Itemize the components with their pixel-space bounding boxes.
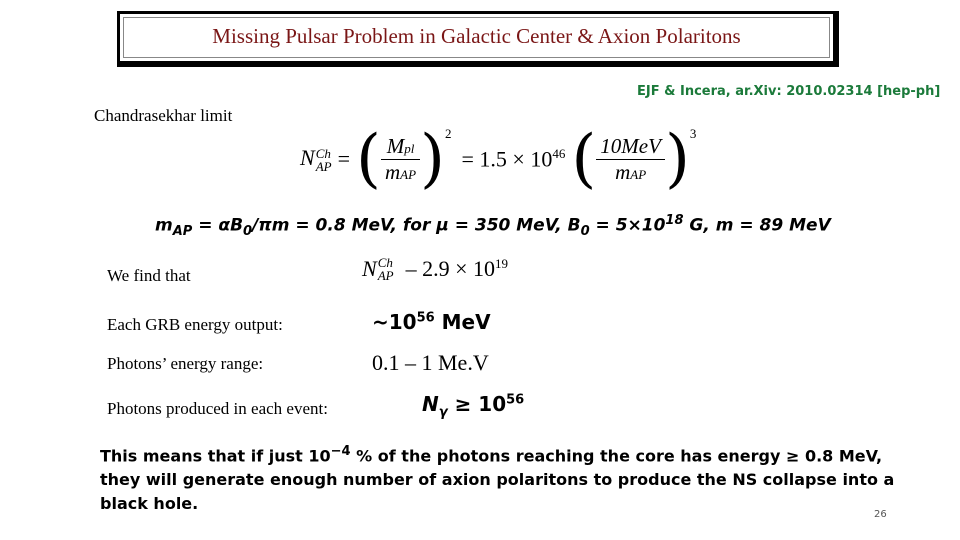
conclusion-line-1-exp: −4: [330, 444, 351, 459]
eq2-m: m: [155, 215, 173, 236]
eq1-paren-close-1: ): [420, 122, 445, 196]
eq2-b0-sub: 0: [243, 224, 253, 240]
page-number: 26: [874, 509, 887, 520]
grb-value-exp: 56: [416, 310, 435, 326]
photons-event-label: Photons produced in each event:: [107, 399, 328, 418]
eq1-fraction-1: [381, 134, 420, 185]
eq1-fraction-2: [596, 134, 665, 185]
eq2-part5: G, m = 89 MeV: [683, 215, 831, 236]
conclusion-line-1: [100, 440, 894, 468]
conclusion-line-1a: This means that if just 10: [100, 446, 331, 466]
grb-label: Each GRB energy output:: [107, 315, 283, 334]
axion-mass-equation: [155, 213, 831, 239]
eq3-sup: Ch: [377, 255, 393, 270]
eq1-paren-open-2: (: [571, 122, 597, 196]
photons-event-N: N: [422, 392, 439, 416]
eq1-paren-open-1: (: [356, 122, 381, 196]
photons-event-sub: γ: [438, 405, 448, 420]
eq1-N: N: [300, 145, 315, 171]
conclusion-line-1b: % of the photons reaching the core has energy ≥ 0.8 MeV,: [350, 446, 883, 466]
photons-event-exp: 56: [506, 392, 525, 408]
eq1-power-2: 3: [689, 126, 697, 141]
eq3-rest: – 2.9 × 10: [405, 256, 495, 281]
eq1-paren-close-2: ): [664, 122, 690, 196]
photons-event-rel: ≥ 10: [447, 392, 507, 416]
photon-range-value: 0.1 – 1 Me.V: [372, 350, 489, 375]
eq1-equals: =: [337, 146, 350, 171]
eq1-frac1-num-sub: pl: [404, 140, 415, 156]
eq3-N: N: [362, 256, 377, 281]
eq3-exp: 19: [495, 256, 508, 271]
photon-range-label: Photons’ energy range:: [107, 354, 264, 373]
reference-citation: EJF & Incera, ar.Xiv: 2010.02314 [hep-ph]: [637, 84, 941, 99]
eq1-frac1-den-sub: AP: [400, 166, 417, 182]
eq1-mid-text: = 1.5 × 10: [461, 146, 553, 172]
result-equation: [362, 256, 508, 282]
grb-value-base: ~10: [372, 310, 417, 334]
eq2-exp: 18: [665, 213, 684, 228]
eq1-frac2-den-sub: AP: [630, 166, 647, 182]
eq2-b0-sub-2: 0: [580, 224, 590, 240]
eq2-part2: = αB: [192, 215, 244, 236]
eq2-part3: /πm = 0.8 MeV, for μ = 350 MeV, B: [252, 215, 581, 236]
grb-value-unit: MeV: [434, 310, 491, 334]
eq1-mid-exp: 46: [552, 145, 566, 161]
eq2-part4: = 5×10: [589, 215, 666, 236]
eq1-lhs: [300, 145, 332, 173]
eq3-sub: AP: [377, 268, 394, 283]
find-label: We find that: [107, 266, 191, 285]
eq1-frac2-den: m: [615, 159, 631, 184]
conclusion-line-2: they will generate enough number of axion polaritons to produce the NS collapse into a: [100, 470, 895, 490]
conclusion-line-3: black hole.: [100, 494, 199, 514]
conclusion-paragraph: [100, 440, 894, 516]
eq1-sup: Ch: [315, 145, 331, 161]
eq1-mid: [462, 146, 566, 172]
title-box: [117, 11, 839, 67]
slide-title: Missing Pulsar Problem in Galactic Center & Axion Polaritons: [212, 24, 741, 48]
eq1-frac1-num: M: [386, 133, 405, 158]
photons-event-value: [422, 392, 524, 420]
eq1-sub: AP: [315, 158, 332, 174]
chandrasekhar-equation: [300, 124, 696, 194]
chandrasekhar-label: Chandrasekhar limit: [94, 106, 233, 125]
eq2-m-sub: AP: [172, 224, 193, 240]
eq1-frac1-den: m: [384, 159, 401, 184]
grb-value: [372, 310, 491, 334]
eq1-frac2-num: 10MeV: [596, 134, 665, 160]
eq1-power-1: 2: [445, 126, 452, 141]
